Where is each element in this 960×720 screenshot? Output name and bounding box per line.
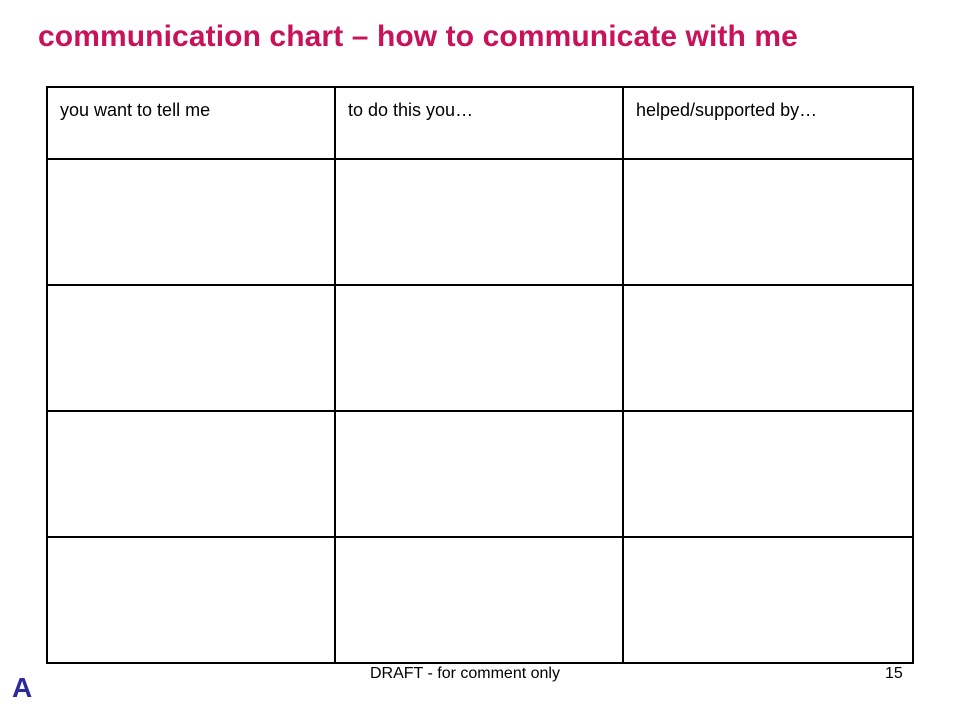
table-cell[interactable] [335, 537, 623, 663]
column-header-to-do-this: to do this you… [335, 87, 623, 159]
table-row [47, 411, 913, 537]
table-cell[interactable] [335, 159, 623, 285]
column-header-tell-me: you want to tell me [47, 87, 335, 159]
table-cell[interactable] [623, 411, 913, 537]
page-title: communication chart – how to communicate with me [38, 20, 798, 53]
table-row [47, 159, 913, 285]
column-header-helped-by: helped/supported by… [623, 87, 913, 159]
section-badge: A [12, 672, 33, 703]
table-cell[interactable] [47, 537, 335, 663]
table-cell[interactable] [47, 411, 335, 537]
page-number: 15 [885, 665, 903, 682]
table-cell[interactable] [623, 159, 913, 285]
table-cell[interactable] [47, 159, 335, 285]
table-header-row [47, 87, 913, 159]
table-cell[interactable] [47, 285, 335, 411]
footer-draft-note: DRAFT - for comment only [370, 665, 560, 682]
communication-table [46, 86, 914, 664]
table-row [47, 285, 913, 411]
table-cell[interactable] [335, 285, 623, 411]
table-cell[interactable] [623, 537, 913, 663]
table-row [47, 537, 913, 663]
table-cell[interactable] [623, 285, 913, 411]
table-cell[interactable] [335, 411, 623, 537]
